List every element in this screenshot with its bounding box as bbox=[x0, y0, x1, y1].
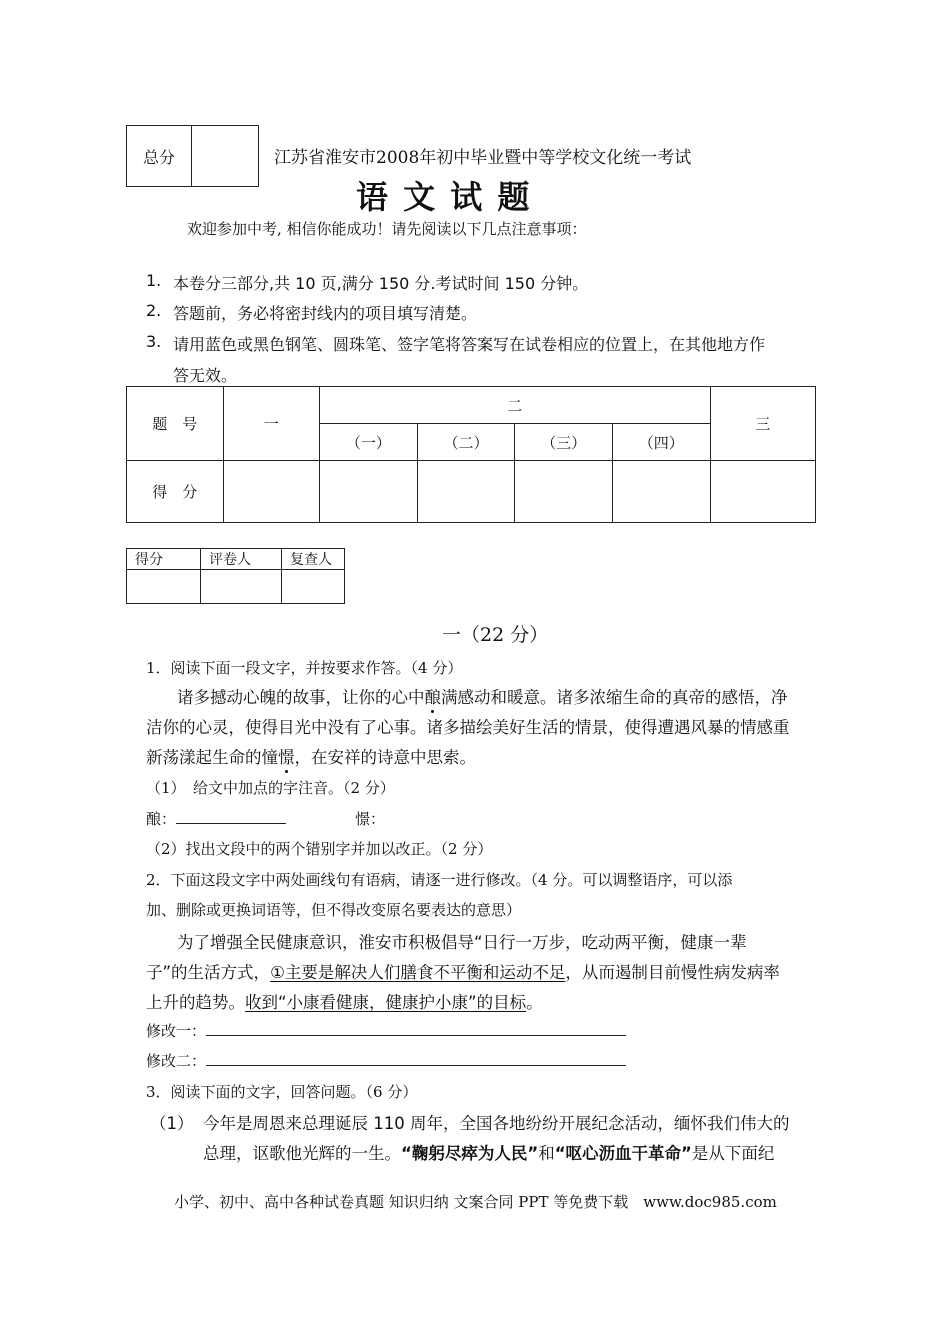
answer-blank-niang[interactable] bbox=[176, 809, 286, 824]
score-table bbox=[126, 386, 816, 523]
score-cell-three[interactable] bbox=[710, 461, 815, 523]
passage-text: 子”的生活方式， bbox=[146, 963, 271, 982]
q2-passage-line-2 bbox=[146, 959, 780, 983]
q1-passage-line-2: 洁你的心灵，使得目光中没有了心事。诸多描绘美好生活的情景，使得遭遇风暴的情感重 bbox=[146, 718, 790, 737]
q2-passage-line-3 bbox=[146, 989, 543, 1013]
underlined-sentence-2: 收到“小康看健康，健康护小康”的目标 bbox=[245, 993, 527, 1012]
row-label-score: 得 分 bbox=[127, 461, 224, 523]
grader-score-cell[interactable] bbox=[127, 570, 201, 604]
score-cell-two-2[interactable] bbox=[417, 461, 515, 523]
grader-name-cell[interactable] bbox=[201, 570, 282, 604]
note-text: 答题前，务必将密封线内的项目填写清楚。 bbox=[173, 304, 478, 323]
q2-fix-2 bbox=[146, 1050, 626, 1071]
passage-text: 和 bbox=[538, 1144, 555, 1163]
sub-col: （三） bbox=[515, 424, 613, 461]
score-cell-two-1[interactable] bbox=[320, 461, 418, 523]
bold-quote-2: “呕心沥血干革命” bbox=[554, 1144, 692, 1163]
total-score-label: 总分 bbox=[127, 126, 192, 187]
col-three: 三 bbox=[710, 387, 815, 461]
footer-text: 小学、初中、高中各种试卷真题 知识归纳 文案合同 PPT 等免费下载 www.doc985.com bbox=[174, 1193, 777, 1211]
total-score-value[interactable] bbox=[192, 126, 259, 187]
col-two: 二 bbox=[320, 387, 711, 424]
grader-header-reviewer: 复查人 bbox=[282, 549, 345, 570]
passage-text: 。 bbox=[526, 993, 543, 1012]
grader-header-score: 得分 bbox=[127, 549, 201, 570]
q2-prompt-line-2: 加、删除或更换词语等，但不得改变原名要表达的意思） bbox=[146, 901, 522, 919]
dotted-char-jing: 憬 bbox=[278, 748, 295, 767]
q3-line-2 bbox=[203, 1140, 774, 1164]
q2-fix-1 bbox=[146, 1020, 626, 1041]
section-one-title: 一（22 分） bbox=[442, 624, 549, 646]
note-text-continued: 答无效。 bbox=[173, 366, 238, 385]
q1-sub1: （1） 给文中加点的字注音。（2 分） bbox=[146, 779, 395, 797]
fix-2-blank[interactable] bbox=[206, 1051, 626, 1066]
note-number: 3. bbox=[146, 332, 162, 351]
note-text: 请用蓝色或黑色钢笔、圆珠笔、签字笔将答案写在试卷相应的位置上，在其他地方作 bbox=[173, 335, 766, 354]
sub-col: （一） bbox=[320, 424, 418, 461]
grader-header-grader: 评卷人 bbox=[201, 549, 282, 570]
welcome-text: 欢迎参加中考, 相信你能成功！请先阅读以下几点注意事项： bbox=[187, 220, 587, 238]
q1-answer-niang bbox=[146, 808, 286, 829]
passage-text: 满感动和暖意。诸多浓缩生命的真帝的感悟，净 bbox=[441, 688, 788, 707]
exam-title: 江苏省淮安市2008年初中毕业暨中等学校文化统一考试 bbox=[274, 148, 692, 168]
sub-col: （四） bbox=[612, 424, 710, 461]
underlined-sentence-1: ①主要是解决人们膳食不平衡和运动不足 bbox=[270, 963, 566, 982]
score-cell-two-3[interactable] bbox=[515, 461, 613, 523]
fix-1-label: 修改一： bbox=[146, 1022, 207, 1040]
bold-quote-1: “鞠躬尽瘁为人民” bbox=[401, 1144, 539, 1163]
label-niang: 酿： bbox=[146, 810, 177, 828]
passage-text: 总理，讴歌他光辉的一生。 bbox=[203, 1144, 401, 1163]
passage-text: 新荡漾起生命的憧 bbox=[146, 748, 278, 767]
passage-text: 上升的趋势。 bbox=[146, 993, 245, 1012]
q3-prompt: 3．阅读下面的文字，回答问题。（6 分） bbox=[146, 1083, 418, 1101]
score-cell-one[interactable] bbox=[223, 461, 319, 523]
dotted-char-niang: 酿 bbox=[424, 688, 441, 707]
q2-prompt-line-1: 2．下面这段文字中两处画线句有语病，请逐一进行修改。（4 分。可以调整语序，可以添 bbox=[146, 871, 733, 889]
score-cell-two-4[interactable] bbox=[612, 461, 710, 523]
q1-passage-line-3 bbox=[146, 744, 476, 768]
note-number: 1. bbox=[146, 271, 162, 290]
q1-prompt: 1．阅读下面一段文字，并按要求作答。（4 分） bbox=[146, 659, 463, 677]
sub-col: （二） bbox=[417, 424, 515, 461]
grader-table bbox=[126, 548, 345, 604]
q1-sub2: （2）找出文段中的两个错别字并加以改正。（2 分） bbox=[146, 840, 493, 858]
label-jing: 憬： bbox=[355, 810, 386, 828]
passage-text: ，在安祥的诗意中思索。 bbox=[294, 748, 476, 767]
note-text: 本卷分三部分,共 10 页,满分 150 分.考试时间 150 分钟。 bbox=[173, 274, 589, 293]
row-label-number: 题 号 bbox=[127, 387, 224, 461]
note-number: 2. bbox=[146, 301, 162, 320]
reviewer-name-cell[interactable] bbox=[282, 570, 345, 604]
col-one: 一 bbox=[223, 387, 319, 461]
subject-title: 语 文 试 题 bbox=[356, 178, 532, 216]
passage-text: 是从下面纪 bbox=[691, 1144, 775, 1163]
passage-text: ，从而遏制目前慢性病发病率 bbox=[565, 963, 780, 982]
q1-passage-line-1 bbox=[177, 684, 788, 708]
passage-text: 诸多撼动心魄的故事，让你的心中 bbox=[177, 688, 425, 707]
fix-2-label: 修改二： bbox=[146, 1052, 207, 1070]
q3-sub-number: （1） bbox=[150, 1114, 194, 1133]
q3-line-1: 今年是周恩来总理诞辰 110 周年，全国各地纷纷开展纪念活动，缅怀我们伟大的 bbox=[203, 1114, 790, 1133]
total-score-box bbox=[126, 125, 259, 187]
fix-1-blank[interactable] bbox=[206, 1021, 626, 1036]
q2-passage-line-1: 为了增强全民健康意识，淮安市积极倡导“日行一万步，吃动两平衡，健康一辈 bbox=[177, 933, 747, 952]
